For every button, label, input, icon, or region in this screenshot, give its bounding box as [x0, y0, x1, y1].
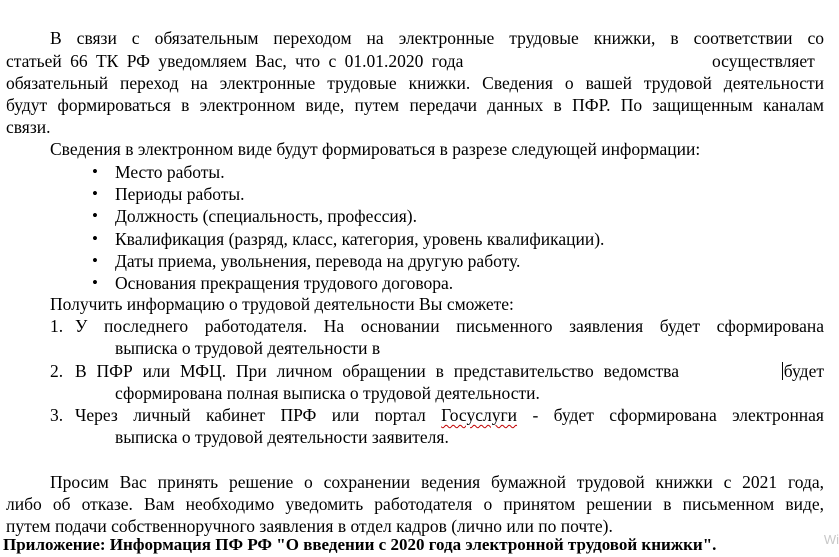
way-3-line-1-end: - будет сформирована электронная	[532, 405, 824, 425]
gosuslugi-word: Госуслуги	[441, 405, 518, 425]
way-number: 1.	[50, 316, 64, 336]
bullet-item: Периоды работы.	[115, 184, 245, 204]
way-3-line-1-start: Через личный кабинет ПРФ или портал	[75, 405, 426, 425]
way-2-line-1	[75, 360, 824, 382]
way-2-line-2: сформирована полная выписка о трудовой деятельности.	[115, 383, 540, 403]
request-line-2: либо об отказе. Вам необходимо уведомить работодателя о принятом решении в письменном виде,	[6, 494, 824, 514]
intro-line-2-end: осуществляет	[712, 51, 815, 71]
bullet-item: Основания прекращения трудового договора.	[115, 273, 454, 293]
bullet-item: Квалификация (разряд, класс, категория, уровень квалификации).	[115, 229, 605, 249]
request-line-3: путем подачи собственноручного заявления в отдел кадров (лично или по почте).	[6, 516, 613, 536]
way-number: 2.	[50, 361, 64, 381]
way-1-line-1: У последнего работодателя. На основании письменного заявления будет сформирована	[75, 316, 824, 336]
bullet-item: Даты приема, увольнения, перевода на другую работу.	[115, 251, 521, 271]
bullet-item: Должность (специальность, профессия).	[115, 206, 417, 226]
bullet-marker: •	[92, 184, 98, 203]
way-2-line-1-text: В ПФР или МФЦ. При личном обращении в представительство ведомства	[75, 361, 679, 381]
bullet-marker: •	[92, 206, 98, 225]
list-intro: Сведения в электронном виде будут формироваться в разрезе следующей информации:	[50, 139, 701, 159]
intro-line-5: связи.	[6, 117, 51, 137]
request-line-1: Просим Вас принять решение о сохранении ведения бумажной трудовой книжки с 2021 года,	[50, 472, 824, 492]
bullet-marker: •	[92, 162, 98, 181]
bullet-item: Место работы.	[115, 162, 225, 182]
bullet-marker: •	[92, 229, 98, 248]
intro-line-4: будут формироваться в электронном виде, путем передачи данных в ПФР. По защищенным каналам	[6, 95, 824, 115]
way-2-line-1-end	[781, 360, 824, 382]
appendix-line: Приложение: Информация ПФ РФ "О введении с 2020 года электронной трудовой книжки".	[3, 535, 717, 554]
way-3-line-1	[75, 404, 824, 426]
intro-line-2-start: статьей 66 ТК РФ уведомляем Вас, что с 01.01.2020 года	[6, 51, 464, 71]
way-3-line-2: выписка о трудовой деятельности заявителя.	[115, 427, 449, 447]
intro-line-2	[6, 50, 824, 72]
bullet-marker: •	[92, 251, 98, 270]
bullet-marker: •	[92, 273, 98, 292]
way-1-line-2: выписка о трудовой деятельности в	[115, 338, 381, 358]
ways-intro: Получить информацию о трудовой деятельности Вы сможете:	[50, 294, 514, 314]
way-number: 3.	[50, 405, 64, 425]
way-2-line-1-last-word: будет	[783, 361, 824, 381]
watermark: Wi	[823, 532, 839, 547]
text-cursor	[782, 362, 783, 380]
intro-line-3: обязательный переход на электронные трудовые книжки. Сведения о вашей трудовой деятельности	[6, 73, 824, 93]
intro-line-1: В связи с обязательным переходом на электронные трудовые книжки, в соответствии со	[50, 28, 824, 48]
